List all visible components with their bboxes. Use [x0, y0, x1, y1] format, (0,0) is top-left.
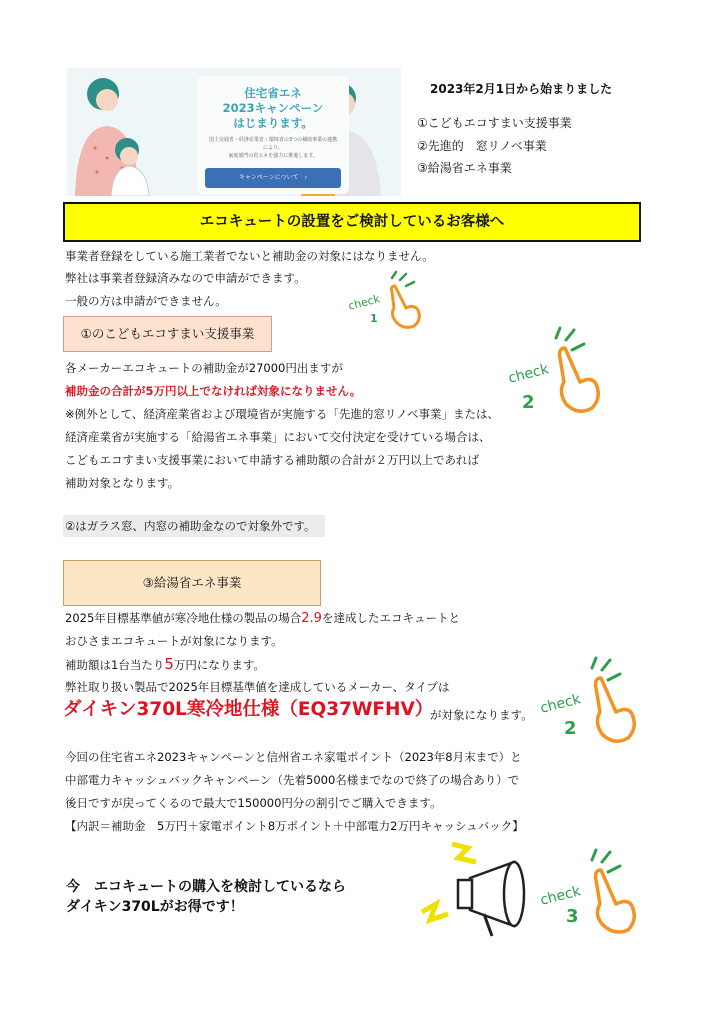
check-label: check [506, 361, 551, 387]
section1-heading: ①のこどもエコすまい支援事業 [63, 316, 272, 352]
notice-line-3: 一般の方は申請ができません。 [65, 294, 227, 308]
section2-note: ②はガラス窓、内窓の補助金なので対象外です。 [65, 519, 316, 533]
section1-line6: 補助対象となります。 [65, 476, 180, 490]
section1-line3: ※例外として、経済産業省および環境省が実施する「先進的窓リノベ事業」または、 [65, 407, 499, 421]
banner-title: 住宅省エネ 2023キャンペーン はじまります。 [222, 86, 324, 130]
check-number: 2 [522, 392, 535, 413]
check-number: 2 [564, 718, 577, 739]
check-number: 3 [566, 906, 579, 927]
product-name: ダイキン370L寒冷地仕様（EQ37WFHV） [63, 699, 434, 720]
program-list-item-3: ③給湯省エネ事業 [417, 161, 512, 175]
check-mark-2a [506, 326, 606, 418]
check-number: 1 [370, 312, 378, 325]
section3-heading: ③給湯省エネ事業 [63, 560, 321, 606]
section1-line4: 経済産業省が実施する「給湯省エネ事業」において交付決定を受けている場合は、 [65, 430, 491, 444]
campaign-line-1: 今回の住宅省エネ2023キャンペーンと信州省エネ家電ポイント（2023年8月末まで）と [65, 750, 522, 764]
section1-warning: 補助金の合計が5万円以上でなければ対象になりません。 [65, 384, 362, 398]
section3-line1: 2025年目標基準値が寒冷地仕様の製品の場合2.9を達成したエコキュートと [65, 611, 460, 626]
notice-line-1: 事業者登録をしている施工業者でないと補助金の対象にはなりません。 [65, 249, 434, 263]
pointing-hand-icon [586, 848, 640, 936]
section1-line5: こどもエコすまい支援事業において申請する補助額の合計が２万円以上であれば [65, 453, 479, 467]
check-label: check [538, 883, 583, 909]
program-list-item-1: ①こどもエコすまい支援事業 [417, 116, 572, 130]
program-list-item-2: ②先進的 窓リノベ事業 [417, 139, 547, 153]
notice-line-2: 弊社は事業者登録済みなので申請ができます。 [65, 271, 306, 285]
product-suffix: が対象になります。 [430, 708, 533, 722]
check-label: check [538, 691, 583, 717]
campaign-line-3: 後日ですが戻ってくるので最大で150000円分の割引でご購入できます。 [65, 796, 442, 810]
megaphone-icon [418, 840, 538, 940]
banner-subtext: 国土交通省・経済産業省・環境省の3つの補助事業の連携により、 家庭部門の省エネを強力に推進します。 [208, 137, 338, 159]
pointing-hand-icon [550, 326, 604, 418]
start-date-heading: 2023年2月1日から始まりました [430, 82, 613, 96]
section3-line4: 弊社取り扱い製品で2025年目標基準値を達成しているメーカー、タイプは [65, 680, 450, 694]
section3-line2: おひさまエコキュートが対象になります。 [65, 634, 283, 648]
pointing-hand-icon [384, 270, 424, 332]
campaign-banner [67, 68, 401, 196]
banner-card [197, 76, 349, 194]
check-mark-3 [540, 848, 640, 938]
check-mark-1 [346, 270, 426, 332]
section1-line1: 各メーカーエコキュートの補助金が27000円出ますが [65, 361, 343, 375]
campaign-line-4: 【内訳＝補助金 5万円＋家電ポイント8万ポイント＋中部電力2万円キャッシュバック】 [65, 819, 524, 833]
closing-message: 今 エコキュートの購入を検討しているなら ダイキン370Lがお得です！ [66, 879, 346, 915]
campaign-info-button[interactable]: キャンペーンについて › [205, 168, 341, 188]
campaign-line-2: 中部電力キャッシュバックキャンペーン（先着5000名様までなので終了の場合あり）で [65, 773, 520, 787]
main-heading: エコキュートの設置をご検討しているお客様へ [63, 202, 641, 242]
check-label: check [346, 292, 382, 313]
check-mark-2b [540, 656, 640, 746]
pointing-hand-icon [586, 656, 640, 746]
section3-line3: 補助額は1台当たり5万円になります。 [65, 655, 265, 673]
